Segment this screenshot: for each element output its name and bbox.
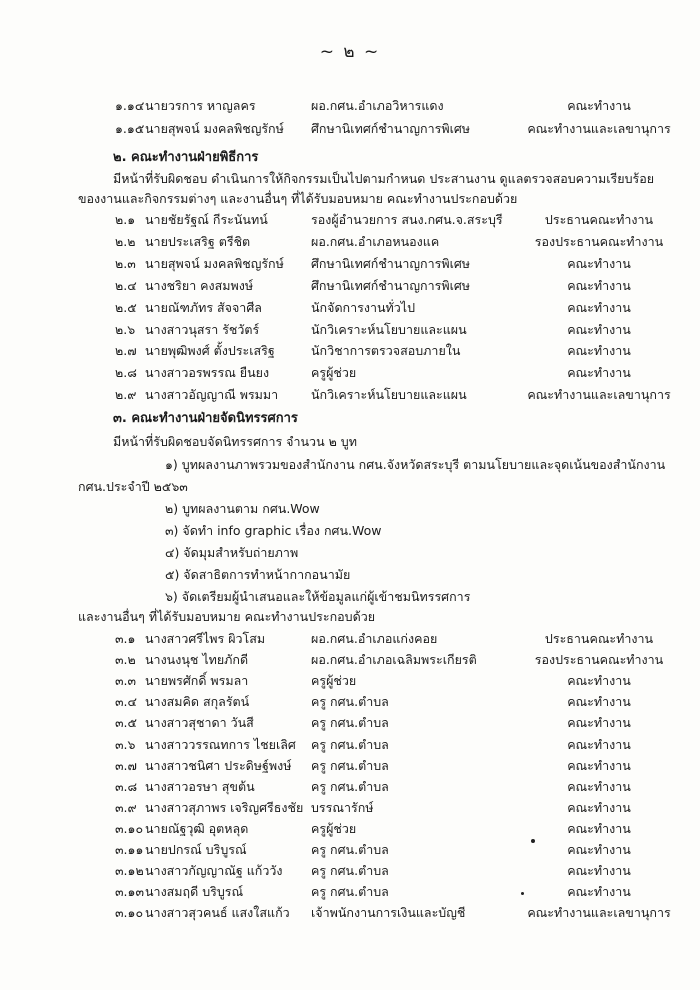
member-position: นักจัดการงานทั่วไป	[311, 299, 416, 315]
member-position: ครู กศน.ตำบล	[311, 715, 389, 731]
member-position: ศึกษานิเทศก์ชำนาญการพิเศษ	[311, 255, 471, 271]
member-row	[0, 298, 700, 318]
member-position: รองผู้อำนวยการ สนง.กศน.จ.สระบุรี	[311, 212, 503, 227]
section-3-closing: และงานอื่นๆ ที่ได้รับมอบหมาย คณะทำงานประกอบด้วย	[78, 609, 376, 624]
member-row	[0, 629, 700, 649]
member-role: คณะทำงาน	[567, 757, 631, 773]
member-number: ๓.๑๐	[115, 905, 144, 921]
member-role: รองประธานคณะทำงาน	[534, 652, 664, 668]
member-role: คณะทำงาน	[567, 715, 631, 731]
member-role: รองประธานคณะทำงาน	[534, 233, 664, 249]
exhibit-item-3: ๓) จัดทำ info graphic เรื่อง กศน.Wow	[165, 523, 382, 538]
member-row	[0, 650, 700, 670]
member-number: ๓.๖	[115, 736, 136, 752]
member-row	[0, 276, 700, 296]
member-role: คณะทำงาน	[567, 673, 631, 689]
member-position: ศึกษานิเทศก์ชำนาญการพิเศษ	[311, 277, 471, 293]
member-number: ๓.๑๐	[115, 820, 144, 836]
member-position: ครู กศน.ตำบล	[311, 694, 389, 710]
member-name: นายชัยรัฐณ์ กีระนันทน์	[145, 212, 268, 227]
member-row	[0, 735, 700, 755]
member-role: คณะทำงาน	[567, 343, 631, 359]
member-role: คณะทำงาน	[567, 736, 631, 752]
exhibit-item-2: ๒) บูทผลงานตาม กศน.Wow	[165, 501, 320, 516]
member-position: เจ้าพนักงานการเงินและบัญชี	[311, 905, 466, 921]
member-name: นางสาววรรณทการ ไชยเลิศ	[145, 736, 296, 752]
member-number: ๓.๗	[115, 757, 137, 773]
member-row	[0, 96, 700, 116]
member-number: ๓.๒	[115, 652, 136, 668]
member-name: นางสาวอรพรรณ ยืนยง	[145, 365, 270, 381]
member-position: นักวิชาการตรวจสอบภายใน	[311, 343, 461, 359]
member-row	[0, 903, 700, 923]
section-2-heading: ๒. คณะทำงานฝ่ายพิธีการ	[113, 150, 259, 165]
exhibit-item-1: ๑) บูทผลงานภาพรวมของสำนักงาน กศน.จังหวัดสระบุรี ตามนโยบายและจุดเน้นของสำนักงาน	[165, 457, 666, 472]
exhibit-item-5: ๕) จัดสาธิตการทำหน้ากากอนามัย	[165, 567, 351, 582]
member-number: ๒.๒	[115, 233, 136, 249]
member-row	[0, 861, 700, 881]
member-role: คณะทำงาน	[567, 842, 631, 857]
member-position: ครูผู้ช่วย	[311, 365, 357, 381]
member-number: ๓.๑๑	[115, 842, 144, 857]
member-position: ครู กศน.ตำบล	[311, 778, 389, 794]
member-number: ๓.๑	[115, 631, 136, 646]
member-role: คณะทำงาน	[567, 321, 631, 337]
member-name: นายสุพจน์ มงคลพิชญรักษ์	[145, 255, 284, 271]
member-number: ๓.๘	[115, 778, 138, 794]
member-role: คณะทำงาน	[567, 277, 631, 293]
member-number: ๒.๘	[115, 365, 137, 381]
member-role: คณะทำงาน	[567, 884, 631, 900]
member-role: คณะทำงาน	[567, 694, 631, 710]
member-number: ๑.๑๕	[115, 121, 145, 136]
section-3-duty-line-1: มีหน้าที่รับผิดชอบจัดนิทรรศการ จำนวน ๒ บูท	[113, 434, 357, 449]
member-number: ๓.๑๒	[115, 863, 144, 879]
member-position: ผอ.กศน.อำเภอแก่งคอย	[311, 631, 438, 646]
member-name: นางนงนุช ไทยภักดี	[145, 652, 249, 668]
member-name: นางสมคิด สกุลรัตน์	[145, 694, 250, 710]
member-row	[0, 713, 700, 733]
member-position: นักวิเคราะห์นโยบายและแผน	[311, 387, 467, 403]
member-position: นักวิเคราะห์นโยบายและแผน	[311, 321, 467, 337]
member-number: ๓.๔	[115, 694, 137, 710]
member-role: ประธานคณะทำงาน	[544, 212, 654, 227]
exhibit-item-1-continued: กศน.ประจำปี ๒๕๖๓	[78, 479, 188, 494]
member-row	[0, 798, 700, 818]
member-position: ครูผู้ช่วย	[311, 673, 357, 689]
member-row	[0, 341, 700, 361]
member-position: ผอ.กศน.อำเภอหนองแค	[311, 233, 440, 249]
member-name: นายพุฒิพงศ์ ตั้งประเสริฐ	[145, 343, 275, 359]
member-role: คณะทำงาน	[567, 255, 631, 271]
member-row	[0, 119, 700, 139]
member-row	[0, 385, 700, 405]
member-row	[0, 210, 700, 230]
member-role: คณะทำงานและเลขานุการ	[527, 905, 671, 921]
exhibit-item-4: ๔) จัดมุมสำหรับถ่ายภาพ	[165, 545, 299, 560]
member-name: นางสาวนุสรา รัชวัตร์	[145, 321, 260, 337]
member-name: นายวรการ หาญลคร	[145, 98, 256, 113]
member-position: ศึกษานิเทศก์ชำนาญการพิเศษ	[311, 121, 471, 136]
section-3-heading: ๓. คณะทำงานฝ่ายจัดนิทรรศการ	[113, 411, 298, 426]
member-row	[0, 671, 700, 691]
scan-speck	[521, 892, 524, 895]
member-position: ครู กศน.ตำบล	[311, 842, 389, 857]
member-position: ครู กศน.ตำบล	[311, 757, 389, 773]
page-number: ~ ๒ ~	[319, 42, 381, 62]
member-number: ๒.๓	[115, 255, 136, 271]
member-row	[0, 840, 700, 860]
member-role: คณะทำงาน	[567, 365, 631, 381]
member-row	[0, 882, 700, 902]
member-position: บรรณารักษ์	[311, 799, 374, 815]
member-number: ๓.๑๓	[115, 884, 144, 900]
member-name: นางสมฤดี บริบูรณ์	[145, 884, 244, 900]
member-role: คณะทำงาน	[567, 778, 631, 794]
member-position: ครู กศน.ตำบล	[311, 884, 389, 900]
member-name: นางสาวสุภาพร เจริญศรีธงชัย	[145, 799, 304, 815]
member-row	[0, 756, 700, 776]
member-position: ครูผู้ช่วย	[311, 820, 357, 836]
member-name: นายปกรณ์ บริบูรณ์	[145, 842, 247, 857]
member-role: คณะทำงาน	[567, 863, 631, 879]
member-number: ๑.๑๔	[115, 98, 145, 113]
member-name: นางชริยา คงสมพงษ์	[145, 277, 254, 293]
member-name: นางสาวอรษา สุขต้น	[145, 778, 255, 794]
member-name: นางสาวสุวคนธ์ แสงใสแก้ว	[145, 905, 290, 921]
member-role: คณะทำงาน	[567, 799, 631, 815]
scan-speck	[531, 839, 535, 843]
member-role: ประธานคณะทำงาน	[544, 631, 654, 646]
member-row	[0, 777, 700, 797]
member-number: ๒.๗	[115, 343, 137, 359]
member-number: ๒.๔	[115, 277, 137, 293]
member-position: ครู กศน.ตำบล	[311, 736, 389, 752]
member-number: ๒.๙	[115, 387, 137, 403]
member-name: นางสาวชนิศา ประดิษฐ์พงษ์	[145, 757, 292, 773]
member-row	[0, 363, 700, 383]
member-name: นายสุพจน์ มงคลพิชญรักษ์	[145, 121, 284, 136]
member-row	[0, 819, 700, 839]
member-name: นายพรศักดิ์ พรมลา	[145, 673, 249, 689]
member-number: ๓.๙	[115, 799, 137, 815]
member-number: ๒.๕	[115, 299, 137, 315]
member-name: นายณัฐวุฒิ อุตหลุด	[145, 820, 249, 836]
member-row	[0, 254, 700, 274]
member-role: คณะทำงานและเลขานุการ	[527, 121, 671, 136]
member-number: ๓.๕	[115, 715, 137, 731]
section-2-duty-line-2: ของงานและกิจกรรมต่างๆ และงานอื่นๆ ที่ได้รับมอบหมาย คณะทำงานประกอบด้วย	[78, 191, 518, 206]
member-row	[0, 692, 700, 712]
member-position: ผอ.กศน.อำเภอเฉลิมพระเกียรติ	[311, 652, 477, 668]
member-role: คณะทำงาน	[567, 820, 631, 836]
member-row	[0, 232, 700, 252]
member-position: ผอ.กศน.อำเภอวิหารแดง	[311, 98, 444, 113]
member-number: ๓.๓	[115, 673, 137, 689]
member-name: นางสาวอัญญาณี พรมมา	[145, 387, 279, 403]
member-role: คณะทำงานและเลขานุการ	[527, 387, 671, 403]
member-role: คณะทำงาน	[567, 299, 631, 315]
member-number: ๒.๖	[115, 321, 136, 337]
member-role: คณะทำงาน	[567, 98, 631, 113]
member-row	[0, 320, 700, 340]
section-2-duty-line-1: มีหน้าที่รับผิดชอบ ดำเนินการให้กิจกรรมเป็นไปตามกำหนด ประสานงาน ดูแลตรวจสอบความเรียบร้อย	[113, 171, 655, 186]
member-name: นายประเสริฐ ตรีชิต	[145, 233, 251, 249]
member-name: นางสาวศรีไพร ผิวโสม	[145, 631, 266, 646]
member-number: ๒.๑	[115, 212, 136, 227]
member-position: ครู กศน.ตำบล	[311, 863, 389, 879]
member-name: นายณัฑภัทร สัจจาศีล	[145, 299, 262, 315]
member-name: นางสาวสุชาดา วันสี	[145, 715, 254, 731]
member-name: นางสาวกัญญาณัฐ แก้ววัง	[145, 863, 283, 879]
exhibit-item-6: ๖) จัดเตรียมผู้นำเสนอและให้ข้อมูลแก่ผู้เข้าชมนิทรรศการ	[165, 589, 471, 604]
